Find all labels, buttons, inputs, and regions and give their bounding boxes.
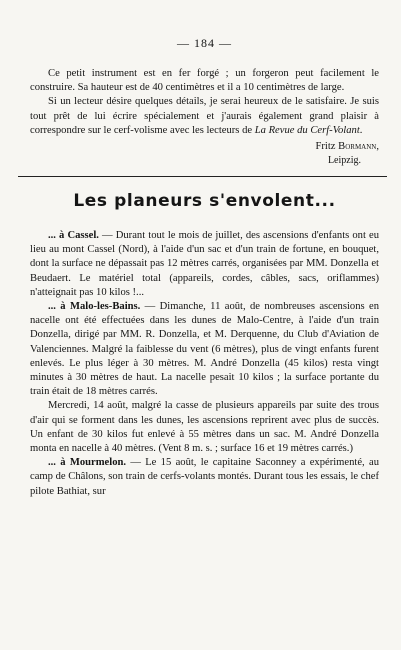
signature-place: Leipzig.	[327, 155, 361, 167]
intro-paragraph-2-text: Si un lecteur désire quelques détails, je serai heureux de le satisfaire. Je suis tout prêt de lui écrire spécialement et j'aurais également grand plaisir à correspondre sur le cerf-volisme avec les lecteurs de	[30, 96, 379, 136]
section-mourmelon	[30, 456, 379, 499]
section-cassel-text: — Durant tout le mois de juillet, des ascensions d'enfants ont eu lieu au mont Cassel (Nord), à l'aide d'un sac et d'un train de fortune, en bouquet, dont la surface ne dépassait pas 12 mètres carrés, organisées par MM. Donzella et Beudaert. Le matériel total (appareils, cordes, câbles, sacs, oriflammes) n'atteignait pas 10 kilos !...	[30, 230, 379, 298]
section-malo-paragraph-2: Mercredi, 14 août, malgré la casse de plusieurs appareils par suite des trous d'air qui se forment dans les dunes, les ascensions reprirent avec plus de succès. Un enfant de 30 kilos fut enlevé à 55 mètres dans un sac. M. André Donzella monta en nacelle à 40 mètres. (Vent 8 m. s. ; surface 16 et 19 mètres carrés.)	[30, 400, 379, 455]
signature-last-name: Bormann,	[338, 141, 379, 153]
intro-paragraph-2	[30, 95, 379, 138]
page-number: — 184 —	[177, 36, 232, 50]
intro-paragraph-2-end: .	[359, 124, 363, 136]
section-divider	[18, 176, 387, 177]
intro-paragraph-1: Ce petit instrument est en fer forgé ; un forgeron peut facilement le construire. Sa hauteur est de 40 centimètres et il a 10 centimètres de large.	[30, 68, 379, 94]
signature	[30, 140, 379, 168]
section-malo	[30, 300, 379, 399]
section-mourmelon-text: — Le 15 août, le capitaine Saconney a expérimenté, au camp de Châlons, son train de cerfs-volants montés. Durant tous les essais, le chef pilote Bathiat, sur	[30, 457, 379, 497]
signature-first-name: Fritz	[315, 141, 336, 153]
section-cassel-lead: ... à Cassel.	[48, 230, 99, 242]
section-cassel	[30, 229, 379, 300]
section-mourmelon-lead: ... à Mourmelon.	[48, 457, 127, 469]
section-malo-text: — Dimanche, 11 août, de nombreuses ascensions en nacelle ont été effectuées dans les dunes de Malo-Centre, à l'aide d'un train Donzella, dirigé par MM. R. Donzella, et M. Derquenne, du Club d'Aviation de Valenciennes. Malgré la faiblesse du vent (6 mètres), plus de vingt enfants furent enlevés. Le plus léger à 30 mètres. M. André Donzella (45 kilos) resta vingt minutes à 30 mètres de haut. La nacelle pesait 10 kilos ; la surface portante du train était de 18 mètres carrés.	[30, 301, 379, 398]
article-heading: Les planeurs s'envolent...	[73, 191, 336, 212]
journal-title: La Revue du Cerf-Volant	[254, 124, 360, 136]
section-malo-lead: ... à Malo-les-Bains.	[48, 301, 141, 313]
